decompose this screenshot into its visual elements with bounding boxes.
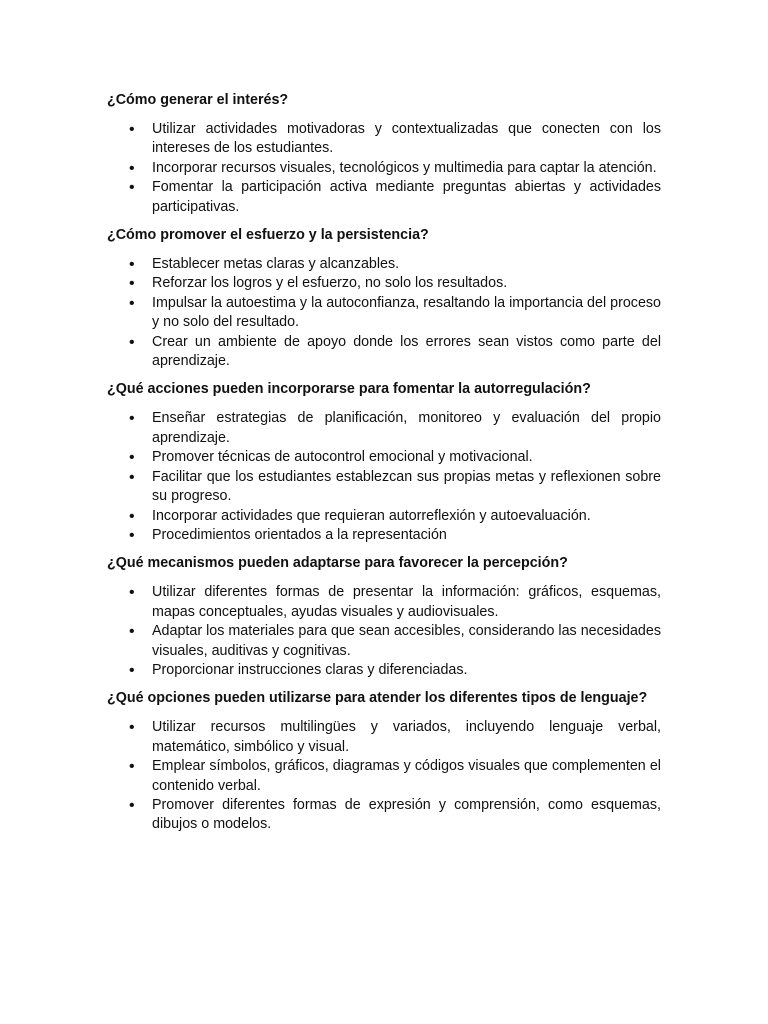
bullet-list bbox=[107, 255, 661, 371]
list-item: • Emplear símbolos, gráficos, diagramas y códigos visuales que complementen el contenido verbal. bbox=[107, 757, 661, 796]
list-item: • Incorporar actividades que requieran autorreflexión y autoevaluación. bbox=[107, 507, 661, 526]
list-item: • Promover diferentes formas de expresión y comprensión, como esquemas, dibujos o modelos. bbox=[107, 796, 661, 835]
list-item: • Procedimientos orientados a la representación bbox=[107, 526, 661, 545]
section-heading: ¿Cómo promover el esfuerzo y la persistencia? bbox=[107, 227, 429, 244]
section-interest bbox=[107, 91, 661, 217]
list-item: • Adaptar los materiales para que sean accesibles, considerando las necesidades visuales, auditivas y cognitivas. bbox=[107, 622, 661, 661]
section-heading: ¿Cómo generar el interés? bbox=[107, 92, 289, 108]
list-item: • Reforzar los logros y el esfuerzo, no solo los resultados. bbox=[107, 274, 661, 293]
section-self-regulation bbox=[107, 380, 661, 545]
section-perception bbox=[107, 554, 661, 680]
list-item: • Establecer metas claras y alcanzables. bbox=[107, 255, 661, 274]
section-language bbox=[107, 689, 661, 834]
list-item: • Promover técnicas de autocontrol emocional y motivacional. bbox=[107, 448, 661, 467]
list-item: • Impulsar la autoestima y la autoconfianza, resaltando la importancia del proceso y no solo del resultado. bbox=[107, 294, 661, 333]
list-item: • Enseñar estrategias de planificación, monitoreo y evaluación del propio aprendizaje. bbox=[107, 409, 661, 448]
list-item: • Facilitar que los estudiantes establezcan sus propias metas y reflexionen sobre su progreso. bbox=[107, 468, 661, 507]
list-item: • Utilizar recursos multilingües y variados, incluyendo lenguaje verbal, matemático, simbólico y visual. bbox=[107, 718, 661, 757]
section-heading: ¿Qué mecanismos pueden adaptarse para favorecer la percepción? bbox=[107, 555, 568, 572]
section-heading: ¿Qué acciones pueden incorporarse para fomentar la autorregulación? bbox=[107, 381, 591, 398]
list-item: • Fomentar la participación activa mediante preguntas abiertas y actividades participativas. bbox=[107, 178, 661, 217]
section-heading: ¿Qué opciones pueden utilizarse para atender los diferentes tipos de lenguaje? bbox=[107, 690, 648, 707]
bullet-list bbox=[107, 718, 661, 834]
bullet-list bbox=[107, 409, 661, 545]
bullet-list bbox=[107, 120, 661, 217]
list-item: • Utilizar actividades motivadoras y contextualizadas que conecten con los intereses de los estudiantes. bbox=[107, 120, 661, 159]
list-item: • Crear un ambiente de apoyo donde los errores sean vistos como parte del aprendizaje. bbox=[107, 333, 661, 372]
section-effort bbox=[107, 226, 661, 371]
list-item: • Incorporar recursos visuales, tecnológicos y multimedia para captar la atención. bbox=[107, 159, 661, 178]
list-item: • Proporcionar instrucciones claras y diferenciadas. bbox=[107, 661, 661, 680]
bullet-list bbox=[107, 583, 661, 680]
list-item: • Utilizar diferentes formas de presentar la información: gráficos, esquemas, mapas conceptuales, ayudas visuales y audiovisuales. bbox=[107, 583, 661, 622]
